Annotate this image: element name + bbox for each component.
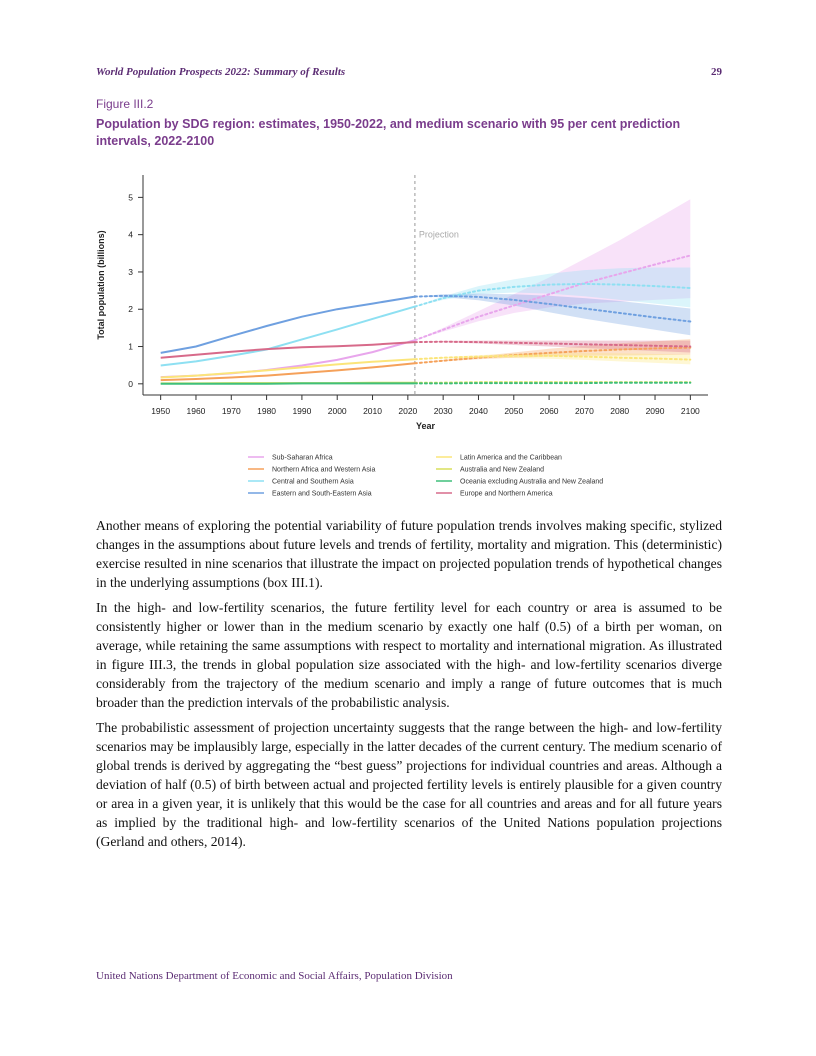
y-axis-title: Total population (billions) xyxy=(96,230,106,340)
x-tick-label: 2010 xyxy=(363,406,382,416)
x-tick-label: 1950 xyxy=(151,406,171,416)
legend-label: Oceania excluding Australia and New Zealand xyxy=(460,478,604,486)
population-chart xyxy=(90,160,730,510)
x-tick-label: 2080 xyxy=(610,406,630,416)
legend-label: Sub-Saharan Africa xyxy=(272,454,333,462)
x-tick-label: 2050 xyxy=(504,406,524,416)
chart-legend xyxy=(248,455,603,498)
legend-label: Europe and Northern America xyxy=(460,490,553,498)
prediction-interval-bands xyxy=(415,199,690,364)
running-header xyxy=(96,66,722,82)
page-number: 29 xyxy=(711,66,722,78)
x-tick-label: 1990 xyxy=(292,406,312,416)
paragraph-1: Another means of exploring the potential variability of future population trends involves making specific, stylized changes in the assumptions about future levels and trends of fertility, mortality and migration. This (deterministic) exercise resulted in nine scenarios that illustrate the impact on projected population trends of hypothetical changes in the underlying assumptions (box III.1). xyxy=(96,518,722,590)
series-estimate-line xyxy=(161,363,415,380)
figure-label: Figure III.2 xyxy=(96,97,154,111)
x-tick-label: 2060 xyxy=(539,406,559,416)
y-tick-label: 1 xyxy=(128,341,133,352)
x-tick-label: 2040 xyxy=(469,406,488,416)
x-tick-label: 1980 xyxy=(257,406,277,416)
x-tick-label: 2030 xyxy=(433,406,453,416)
legend-label: Eastern and South-Eastern Asia xyxy=(272,490,372,498)
paragraph-3: The probabilistic assessment of projection uncertainty suggests that the range between the high- and low-fertility scenarios may be implausibly large, especially in the latter decades of the current century. The medium scenario of global trends is derived by aggregating the “best guess” projections for individual countries and areas. Although a deviation of half (0.5) of birth between actual and projected fertility levels is entirely plausible for a given country or area in a given year, it is unlikely that this would be the case for all countries and areas and for all future years as implied by the traditional high- and low-fertility scenarios of the United Nations population projections (Gerland and others, 2014). xyxy=(96,720,722,849)
series-estimate-line xyxy=(161,307,415,366)
y-tick-label: 2 xyxy=(128,304,133,315)
legend-label: Central and Southern Asia xyxy=(272,478,354,486)
x-axis-title: Year xyxy=(415,421,436,431)
x-tick-label: 2100 xyxy=(680,406,700,416)
series-projection-line xyxy=(415,383,690,384)
legend-label: Northern Africa and Western Asia xyxy=(272,466,376,474)
y-tick-label: 3 xyxy=(128,266,133,277)
x-tick-label: 2090 xyxy=(645,406,665,416)
legend-label: Latin America and the Caribbean xyxy=(460,454,562,462)
paragraph-2: In the high- and low-fertility scenarios, the future fertility level for each country or area is assumed to be consistently higher or lower than in the medium scenario by exactly one half (0.5) of a birth per woman, on average, while retaining the same assumptions with respect to mortality and international migration. As illustrated in figure III.3, the trends in global population size associated with the high- and low-fertility scenarios diverge considerably from the trajectory of the medium scenario and imply a range of future outcomes that is much broader than the prediction intervals of the probabilistic analysis. xyxy=(96,600,722,710)
x-tick-label: 1970 xyxy=(221,406,241,416)
running-title: World Population Prospects 2022: Summary of Results xyxy=(96,66,346,78)
y-tick-label: 5 xyxy=(128,192,133,203)
figure-title: Population by SDG region: estimates, 1950-2022, and medium scenario with 95 per cent prediction intervals, 2022-2100 xyxy=(96,117,681,148)
legend-label: Australia and New Zealand xyxy=(460,466,545,474)
x-tick-label: 2020 xyxy=(398,406,418,416)
x-tick-label: 2070 xyxy=(574,406,594,416)
page-footer: United Nations Department of Economic and Social Affairs, Population Division xyxy=(96,970,453,982)
projection-label: Projection xyxy=(418,229,459,240)
y-tick-label: 0 xyxy=(128,378,133,389)
x-tick-label: 1960 xyxy=(186,406,206,416)
x-tick-label: 2000 xyxy=(327,406,347,416)
y-tick-label: 4 xyxy=(128,229,133,240)
